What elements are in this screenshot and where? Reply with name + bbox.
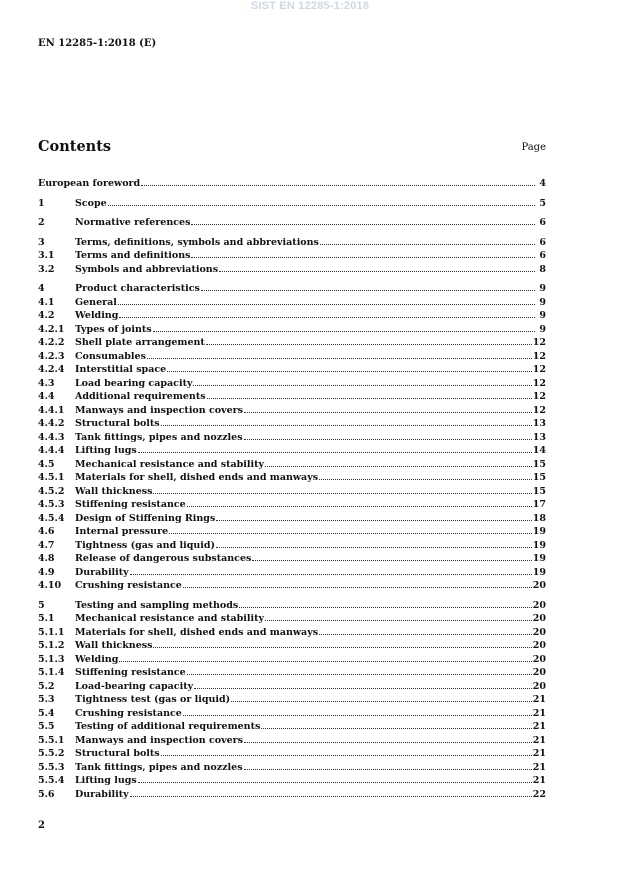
- toc-entry-page: 12: [532, 364, 546, 375]
- toc-entry-page: 13: [532, 418, 546, 429]
- toc-entry[interactable]: [38, 431, 546, 445]
- toc-dot-leader: [244, 431, 532, 440]
- toc-entry[interactable]: [38, 404, 546, 418]
- toc-entry[interactable]: [38, 734, 546, 748]
- toc-entry[interactable]: [38, 485, 546, 499]
- toc-entry-title: Additional requirements: [75, 391, 206, 402]
- table-of-contents: [38, 177, 546, 801]
- toc-entry-title: Manways and inspection covers: [75, 734, 244, 746]
- toc-entry-page: 6: [539, 217, 546, 228]
- toc-dot-leader: [187, 666, 532, 675]
- toc-dot-leader: [183, 707, 532, 716]
- toc-entry[interactable]: [38, 363, 546, 377]
- toc-entry-title: Testing of additional requirements: [75, 721, 261, 732]
- toc-entry[interactable]: [38, 350, 546, 364]
- toc-entry-page: 9: [539, 323, 546, 335]
- toc-entry[interactable]: [38, 236, 546, 250]
- toc-entry[interactable]: [38, 177, 546, 191]
- toc-entry[interactable]: [38, 539, 546, 553]
- document-id: EN 12285-1:2018 (E): [38, 38, 157, 49]
- toc-entry-title: General: [75, 296, 117, 308]
- toc-entry[interactable]: [38, 666, 546, 680]
- toc-dot-leader: [265, 458, 532, 467]
- toc-entry[interactable]: [38, 296, 546, 310]
- toc-entry-page: 19: [532, 539, 546, 551]
- toc-entry-title: Shell plate arrangement: [75, 337, 205, 348]
- toc-entry-title: Durability: [75, 788, 129, 800]
- toc-entry-title: Tightness (gas and liquid): [75, 539, 216, 551]
- toc-dot-leader: [244, 734, 532, 743]
- toc-entry-title: Types of joints: [75, 323, 152, 335]
- toc-entry-title: Tank fittings, pipes and nozzles: [75, 431, 243, 443]
- toc-entry-number: 5.1.2: [38, 640, 65, 651]
- toc-entry[interactable]: [38, 788, 546, 802]
- toc-dot-leader: [244, 404, 532, 413]
- toc-entry-number: 5.1.3: [38, 653, 65, 665]
- toc-entry-page: 21: [532, 694, 546, 705]
- toc-dot-leader: [239, 599, 532, 608]
- toc-entry[interactable]: [38, 747, 546, 761]
- toc-entry-page: 4: [539, 178, 546, 189]
- toc-entry[interactable]: [38, 512, 546, 526]
- toc-entry-page: 19: [532, 566, 546, 578]
- toc-entry-title: Tank fittings, pipes and nozzles: [75, 761, 243, 773]
- toc-entry-page: 9: [539, 283, 546, 294]
- toc-entry-number: 4.3: [38, 377, 55, 389]
- toc-entry-number: 5.3: [38, 694, 55, 705]
- toc-entry-title: Structural bolts: [75, 418, 160, 429]
- toc-entry[interactable]: [38, 458, 546, 472]
- toc-entry-number: 4.2: [38, 310, 55, 321]
- toc-entry-page: 21: [532, 707, 546, 719]
- toc-entry-number: 3.2: [38, 263, 55, 275]
- toc-entry-page: 20: [532, 580, 546, 591]
- toc-entry-number: 4.4: [38, 391, 55, 402]
- toc-entry-title: Welding: [75, 310, 119, 321]
- toc-entry-page: 21: [532, 761, 546, 773]
- toc-entry[interactable]: [38, 263, 546, 277]
- toc-dot-leader: [191, 249, 535, 258]
- toc-entry[interactable]: [38, 761, 546, 775]
- toc-entry-page: 21: [532, 748, 546, 759]
- toc-entry-title: Durability: [75, 566, 129, 578]
- toc-entry-number: 4.5.3: [38, 499, 65, 510]
- toc-entry-title: Wall thickness: [75, 640, 153, 651]
- toc-entry-number: 4.4.3: [38, 431, 65, 443]
- toc-entry-page: 9: [539, 310, 546, 321]
- toc-entry-number: 5.2: [38, 680, 55, 692]
- toc-entry[interactable]: [38, 282, 546, 296]
- toc-entry-number: 5.6: [38, 788, 55, 800]
- toc-entry-title: Consumables: [75, 350, 146, 362]
- toc-entry-page: 21: [532, 734, 546, 746]
- toc-entry-page: 8: [539, 263, 546, 275]
- toc-entry[interactable]: [38, 377, 546, 391]
- toc-entry-number: 4.5.1: [38, 472, 65, 483]
- toc-entry-number: 4.5.4: [38, 512, 65, 524]
- toc-entry-number: 5.5.1: [38, 734, 65, 746]
- toc-entry-page: 20: [532, 599, 546, 611]
- toc-entry-title: European foreword: [38, 178, 141, 189]
- toc-dot-leader: [206, 336, 532, 345]
- toc-entry-page: 20: [532, 626, 546, 638]
- toc-entry-title: Wall thickness: [75, 485, 153, 497]
- toc-dot-leader: [118, 296, 535, 305]
- toc-entry-title: Manways and inspection covers: [75, 404, 244, 416]
- toc-entry-title: Release of dangerous substances: [75, 553, 252, 564]
- toc-dot-leader: [207, 390, 532, 399]
- toc-entry[interactable]: [38, 707, 546, 721]
- toc-dot-leader: [161, 747, 532, 756]
- toc-dot-leader: [119, 309, 535, 318]
- toc-entry-page: 6: [539, 250, 546, 261]
- toc-entry[interactable]: [38, 336, 546, 350]
- toc-entry-title: Lifting lugs: [75, 775, 137, 786]
- toc-entry-title: Interstitial space: [75, 364, 167, 375]
- toc-entry-title: Stiffening resistance: [75, 667, 186, 678]
- toc-dot-leader: [216, 539, 532, 548]
- toc-entry-page: 21: [532, 721, 546, 732]
- toc-dot-leader: [244, 761, 532, 770]
- contents-title: Contents: [38, 138, 112, 155]
- toc-entry-number: 5.5: [38, 721, 55, 732]
- toc-entry-page: 12: [532, 377, 546, 389]
- toc-dot-leader: [153, 323, 535, 332]
- toc-dot-leader: [320, 236, 535, 245]
- toc-dot-leader: [130, 566, 532, 575]
- toc-entry-title: Internal pressure: [75, 526, 169, 537]
- toc-entry-number: 3.1: [38, 250, 55, 261]
- toc-entry-number: 4.1: [38, 296, 55, 308]
- toc-entry-page: 9: [539, 296, 546, 308]
- toc-entry-page: 17: [532, 499, 546, 510]
- toc-entry-number: 4.5.2: [38, 485, 65, 497]
- toc-entry[interactable]: [38, 323, 546, 337]
- toc-entry-title: Load bearing capacity: [75, 377, 193, 389]
- toc-entry[interactable]: [38, 525, 546, 539]
- toc-entry[interactable]: [38, 720, 546, 734]
- toc-entry-number: 1: [38, 197, 45, 209]
- toc-entry-number: 5: [38, 599, 45, 611]
- toc-entry[interactable]: [38, 680, 546, 694]
- toc-dot-leader: [219, 263, 535, 272]
- toc-entry-title: Symbols and abbreviations: [75, 263, 219, 275]
- toc-entry-number: 4: [38, 283, 45, 294]
- toc-entry-number: 2: [38, 217, 45, 228]
- toc-entry-number: 4.2.4: [38, 364, 65, 375]
- toc-dot-leader: [167, 363, 532, 372]
- toc-dot-leader: [169, 525, 532, 534]
- watermark: SIST EN 12285-1:2018: [250, 0, 370, 12]
- toc-entry-page: 21: [532, 775, 546, 786]
- toc-entry[interactable]: [38, 566, 546, 580]
- toc-entry-title: Crushing resistance: [75, 707, 182, 719]
- toc-dot-leader: [231, 693, 532, 702]
- toc-entry[interactable]: [38, 626, 546, 640]
- toc-entry-page: 20: [532, 613, 546, 624]
- toc-entry-number: 5.1.4: [38, 667, 65, 678]
- toc-dot-leader: [319, 626, 532, 635]
- toc-entry-page: 12: [532, 350, 546, 362]
- toc-entry[interactable]: [38, 444, 546, 458]
- toc-entry-page: 20: [532, 667, 546, 678]
- toc-entry[interactable]: [38, 216, 546, 230]
- toc-entry-title: Scope: [75, 197, 107, 209]
- toc-entry-page: 15: [532, 485, 546, 497]
- toc-entry-page: 5: [539, 197, 546, 209]
- toc-entry-title: Materials for shell, dished ends and manways: [75, 472, 319, 483]
- toc-dot-leader: [194, 680, 532, 689]
- toc-entry[interactable]: [38, 471, 546, 485]
- toc-entry-number: 4.9: [38, 566, 55, 578]
- toc-entry-page: 12: [532, 391, 546, 402]
- toc-dot-leader: [138, 774, 532, 783]
- toc-entry-title: Tightness test (gas or liquid): [75, 694, 231, 705]
- footer-page-number: 2: [38, 820, 45, 831]
- toc-entry-page: 13: [532, 431, 546, 443]
- toc-entry-title: Lifting lugs: [75, 445, 137, 456]
- toc-dot-leader: [183, 579, 532, 588]
- toc-dot-leader: [153, 485, 531, 494]
- toc-entry[interactable]: [38, 417, 546, 431]
- toc-entry-title: Stiffening resistance: [75, 499, 186, 510]
- toc-entry[interactable]: [38, 599, 546, 613]
- toc-entry[interactable]: [38, 579, 546, 593]
- toc-entry-number: 5.5.2: [38, 748, 65, 759]
- toc-dot-leader: [108, 197, 535, 206]
- toc-entry-page: 14: [532, 445, 546, 456]
- toc-entry-page: 19: [532, 553, 546, 564]
- toc-entry-title: Load-bearing capacity: [75, 680, 194, 692]
- toc-entry-page: 20: [532, 640, 546, 651]
- toc-entry-page: 12: [532, 337, 546, 348]
- toc-entry-title: Crushing resistance: [75, 580, 182, 591]
- toc-entry-number: 4.10: [38, 580, 62, 591]
- toc-entry-page: 15: [532, 458, 546, 470]
- toc-dot-leader: [191, 216, 535, 225]
- toc-entry[interactable]: [38, 309, 546, 323]
- toc-entry[interactable]: [38, 774, 546, 788]
- toc-entry-page: 12: [532, 404, 546, 416]
- toc-entry-number: 5.5.3: [38, 761, 65, 773]
- toc-entry-number: 5.4: [38, 707, 55, 719]
- toc-dot-leader: [130, 788, 532, 797]
- toc-dot-leader: [216, 512, 531, 521]
- toc-entry-number: 4.6: [38, 526, 55, 537]
- toc-dot-leader: [138, 444, 532, 453]
- toc-entry-page: 15: [532, 472, 546, 483]
- toc-entry-number: 4.2.1: [38, 323, 65, 335]
- toc-entry-title: Product characteristics: [75, 283, 200, 294]
- toc-entry[interactable]: [38, 498, 546, 512]
- toc-entry-number: 4.5: [38, 458, 55, 470]
- toc-entry-page: 18: [532, 512, 546, 524]
- toc-entry-title: Terms, definitions, symbols and abbreviations: [75, 236, 319, 248]
- toc-dot-leader: [141, 177, 535, 186]
- toc-dot-leader: [252, 552, 531, 561]
- toc-dot-leader: [261, 720, 531, 729]
- toc-entry[interactable]: [38, 612, 546, 626]
- toc-entry-page: 20: [532, 653, 546, 665]
- toc-dot-leader: [147, 350, 532, 359]
- toc-entry-number: 4.4.4: [38, 445, 65, 456]
- toc-entry-number: 4.2.3: [38, 350, 65, 362]
- toc-entry[interactable]: [38, 552, 546, 566]
- toc-entry-number: 4.4.1: [38, 404, 65, 416]
- toc-entry-page: 20: [532, 680, 546, 692]
- toc-dot-leader: [201, 282, 535, 291]
- toc-entry-title: Materials for shell, dished ends and manways: [75, 626, 319, 638]
- toc-entry-number: 3: [38, 236, 45, 248]
- toc-entry-title: Mechanical resistance and stability: [75, 458, 265, 470]
- toc-entry[interactable]: [38, 653, 546, 667]
- toc-dot-leader: [319, 471, 532, 480]
- toc-entry-page: 22: [532, 788, 546, 800]
- toc-entry-number: 4.7: [38, 539, 55, 551]
- toc-entry-page: 19: [532, 526, 546, 537]
- toc-entry-number: 5.5.4: [38, 775, 65, 786]
- toc-entry-number: 5.1: [38, 613, 55, 624]
- toc-entry-number: 4.4.2: [38, 418, 65, 429]
- toc-dot-leader: [265, 612, 532, 621]
- toc-entry-title: Terms and definitions: [75, 250, 191, 261]
- toc-entry[interactable]: [38, 197, 546, 211]
- toc-dot-leader: [161, 417, 532, 426]
- toc-entry-title: Mechanical resistance and stability: [75, 613, 265, 624]
- toc-entry-page: 6: [539, 236, 546, 248]
- toc-entry-number: 4.8: [38, 553, 55, 564]
- toc-entry-title: Normative references: [75, 217, 191, 228]
- toc-entry[interactable]: [38, 639, 546, 653]
- toc-entry-number: 5.1.1: [38, 626, 65, 638]
- toc-entry[interactable]: [38, 390, 546, 404]
- toc-entry-title: Structural bolts: [75, 748, 160, 759]
- toc-entry[interactable]: [38, 249, 546, 263]
- toc-dot-leader: [187, 498, 532, 507]
- toc-entry[interactable]: [38, 693, 546, 707]
- toc-dot-leader: [119, 653, 531, 662]
- toc-dot-leader: [153, 639, 531, 648]
- page-column-label: Page: [521, 142, 546, 153]
- toc-entry-title: Testing and sampling methods: [75, 599, 239, 611]
- toc-entry-number: 4.2.2: [38, 337, 65, 348]
- toc-entry-title: Design of Stiffening Rings: [75, 512, 216, 524]
- toc-dot-leader: [193, 377, 531, 386]
- toc-entry-title: Welding: [75, 653, 119, 665]
